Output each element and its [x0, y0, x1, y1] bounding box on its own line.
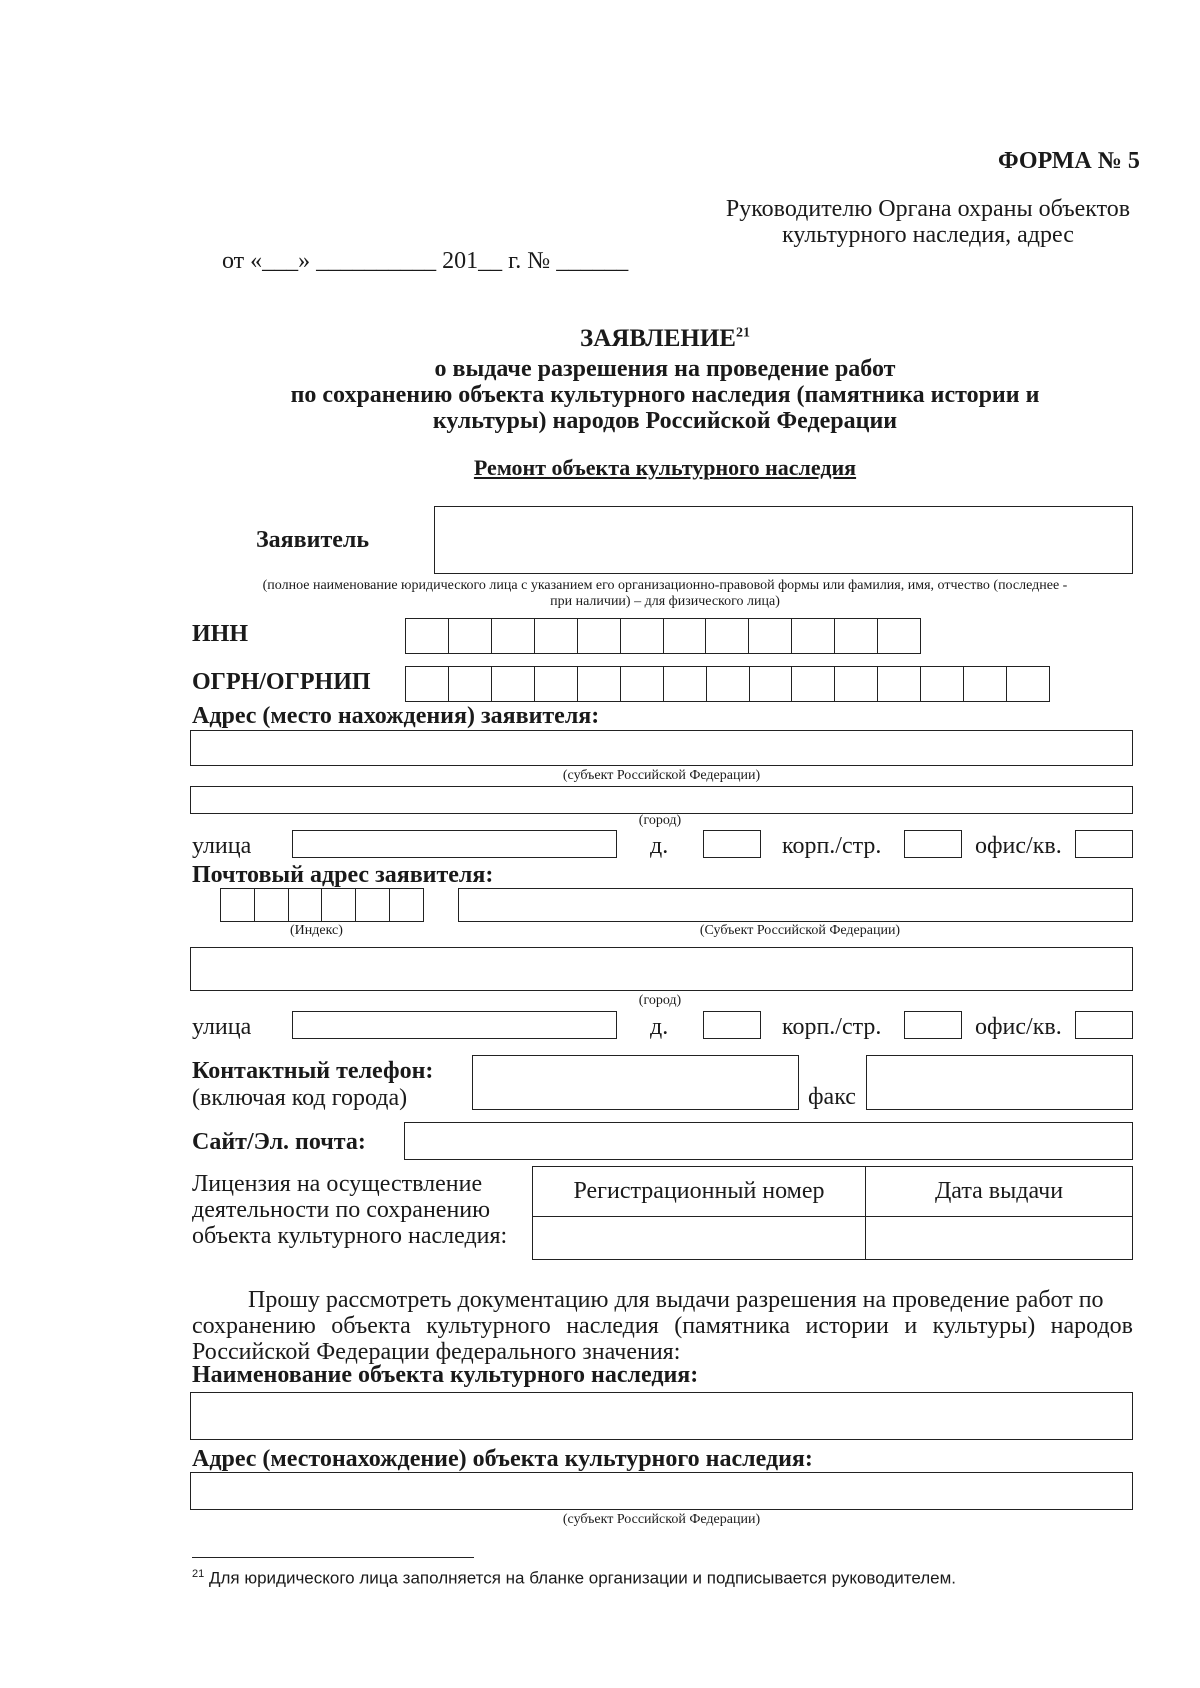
- postal-street-field[interactable]: [292, 1011, 617, 1039]
- index-cell[interactable]: [356, 889, 390, 921]
- ogrn-cell[interactable]: [792, 667, 835, 701]
- address-street-label: улица: [192, 833, 252, 859]
- postal-house-label: д.: [650, 1014, 669, 1040]
- index-cell[interactable]: [289, 889, 323, 921]
- phone-hint: (включая код города): [192, 1085, 408, 1111]
- object-subject-hint: (субъект Российской Федерации): [562, 1512, 761, 1527]
- inn-cell[interactable]: [878, 619, 921, 653]
- index-cell[interactable]: [255, 889, 289, 921]
- inn-cell[interactable]: [449, 619, 492, 653]
- ogrn-cell[interactable]: [535, 667, 578, 701]
- index-cell[interactable]: [221, 889, 255, 921]
- title-main: ЗАЯВЛЕНИЕ: [580, 325, 736, 352]
- phone-label: Контактный телефон:: [192, 1058, 434, 1084]
- site-email-field[interactable]: [404, 1122, 1133, 1160]
- ogrn-cell[interactable]: [921, 667, 964, 701]
- license-reg-number-field[interactable]: [533, 1217, 866, 1260]
- index-cell[interactable]: [322, 889, 356, 921]
- license-label-line-2: деятельности по сохранению: [192, 1197, 491, 1223]
- object-name-heading: Наименование объекта культурного наследия:: [192, 1362, 699, 1388]
- ogrn-label: ОГРН/ОГРНИП: [192, 669, 371, 695]
- address-heading: Адрес (место нахождения) заявителя:: [192, 703, 600, 729]
- title-line-2: по сохранению объекта культурного наследия (памятника истории и: [290, 382, 1040, 408]
- address-house-label: д.: [650, 833, 669, 859]
- object-address-heading: Адрес (местонахождение) объекта культурного наследия:: [192, 1446, 813, 1472]
- inn-cell[interactable]: [621, 619, 664, 653]
- license-col-issue-date: Дата выдачи: [866, 1167, 1133, 1217]
- ogrn-cell[interactable]: [878, 667, 921, 701]
- address-street-field[interactable]: [292, 830, 617, 858]
- ogrn-cell[interactable]: [964, 667, 1007, 701]
- postal-index-cells[interactable]: [220, 888, 424, 922]
- address-city-hint: (город): [638, 813, 682, 828]
- applicant-hint-line-1: (полное наименование юридического лица с указанием его организационно-правовой формы или фамилия, имя, отчество (последнее -: [262, 578, 1068, 593]
- ogrn-cell[interactable]: [664, 667, 707, 701]
- title-line-1: о выдаче разрешения на проведение работ: [434, 356, 896, 382]
- object-name-field[interactable]: [190, 1392, 1133, 1440]
- inn-cell[interactable]: [492, 619, 535, 653]
- applicant-label: Заявитель: [256, 527, 370, 553]
- ogrn-cell[interactable]: [621, 667, 664, 701]
- inn-cell[interactable]: [664, 619, 707, 653]
- footnote: [192, 1568, 956, 1589]
- site-email-label: Сайт/Эл. почта:: [192, 1129, 366, 1155]
- title-footnote-mark: 21: [735, 325, 750, 341]
- footnote-divider: [192, 1557, 474, 1558]
- form-number: ФОРМА № 5: [998, 148, 1140, 174]
- inn-cell[interactable]: [792, 619, 835, 653]
- ogrn-cell[interactable]: [707, 667, 750, 701]
- license-table: [532, 1166, 1133, 1260]
- ogrn-cell[interactable]: [1007, 667, 1050, 701]
- work-type-subtitle: Ремонт объекта культурного наследия: [473, 455, 857, 480]
- fax-field[interactable]: [866, 1055, 1133, 1110]
- postal-building-label: корп./стр.: [782, 1014, 882, 1040]
- license-col-reg-number: Регистрационный номер: [533, 1167, 866, 1217]
- inn-cell[interactable]: [535, 619, 578, 653]
- document-title: [0, 325, 1200, 353]
- inn-cell[interactable]: [749, 619, 792, 653]
- inn-cell[interactable]: [835, 619, 878, 653]
- ogrn-cell[interactable]: [578, 667, 621, 701]
- applicant-hint-line-2: при наличии) – для физического лица): [550, 594, 780, 609]
- date-number-line[interactable]: от «___» __________ 201__ г. № ______: [222, 248, 629, 274]
- footnote-text: Для юридического лица заполняется на бланке организации и подписывается руководителем.: [204, 1568, 957, 1588]
- postal-street-label: улица: [192, 1014, 252, 1040]
- address-subject-field[interactable]: [190, 730, 1133, 766]
- postal-house-field[interactable]: [703, 1011, 761, 1039]
- inn-label: ИНН: [192, 621, 249, 647]
- postal-city-hint: (город): [638, 993, 682, 1008]
- ogrn-cell[interactable]: [449, 667, 492, 701]
- index-cell[interactable]: [390, 889, 424, 921]
- postal-subject-field[interactable]: [458, 888, 1133, 922]
- address-building-field[interactable]: [904, 830, 962, 858]
- postal-subject-hint: (Субъект Российской Федерации): [699, 923, 901, 938]
- phone-field[interactable]: [472, 1055, 799, 1110]
- postal-building-field[interactable]: [904, 1011, 962, 1039]
- applicant-name-field[interactable]: [434, 506, 1133, 574]
- license-label-line-1: Лицензия на осуществление: [192, 1171, 483, 1197]
- postal-office-field[interactable]: [1075, 1011, 1133, 1039]
- postal-index-hint: (Индекс): [290, 923, 343, 938]
- request-line-2: сохранению объекта культурного наследия (памятника истории и культуры) народов: [192, 1313, 1133, 1339]
- object-address-field[interactable]: [190, 1472, 1133, 1510]
- inn-cells[interactable]: [405, 618, 921, 654]
- ogrn-cell[interactable]: [406, 667, 449, 701]
- ogrn-cells[interactable]: [405, 666, 1050, 702]
- request-line-3: Российской Федерации федерального значения:: [192, 1339, 681, 1365]
- ogrn-cell[interactable]: [750, 667, 793, 701]
- inn-cell[interactable]: [578, 619, 621, 653]
- license-label-line-3: объекта культурного наследия:: [192, 1223, 508, 1249]
- ogrn-cell[interactable]: [492, 667, 535, 701]
- request-line-1: Прошу рассмотреть документацию для выдачи разрешения на проведение работ по: [248, 1287, 1104, 1313]
- address-office-field[interactable]: [1075, 830, 1133, 858]
- postal-city-field[interactable]: [190, 947, 1133, 991]
- postal-office-label: офис/кв.: [975, 1014, 1062, 1040]
- license-issue-date-field[interactable]: [866, 1217, 1133, 1260]
- address-house-field[interactable]: [703, 830, 761, 858]
- inn-cell[interactable]: [406, 619, 449, 653]
- address-city-field[interactable]: [190, 786, 1133, 814]
- fax-label: факс: [808, 1084, 856, 1110]
- addressee-line-2: культурного наследия, адрес: [782, 222, 1074, 248]
- address-subject-hint: (субъект Российской Федерации): [562, 768, 761, 783]
- title-line-3: культуры) народов Российской Федерации: [432, 408, 898, 434]
- ogrn-cell[interactable]: [835, 667, 878, 701]
- postal-heading: Почтовый адрес заявителя:: [192, 862, 494, 888]
- footnote-mark: 21: [192, 1568, 205, 1580]
- address-building-label: корп./стр.: [782, 833, 882, 859]
- addressee-line-1: Руководителю Органа охраны объектов: [725, 196, 1131, 222]
- inn-cell[interactable]: [706, 619, 749, 653]
- address-office-label: офис/кв.: [975, 833, 1062, 859]
